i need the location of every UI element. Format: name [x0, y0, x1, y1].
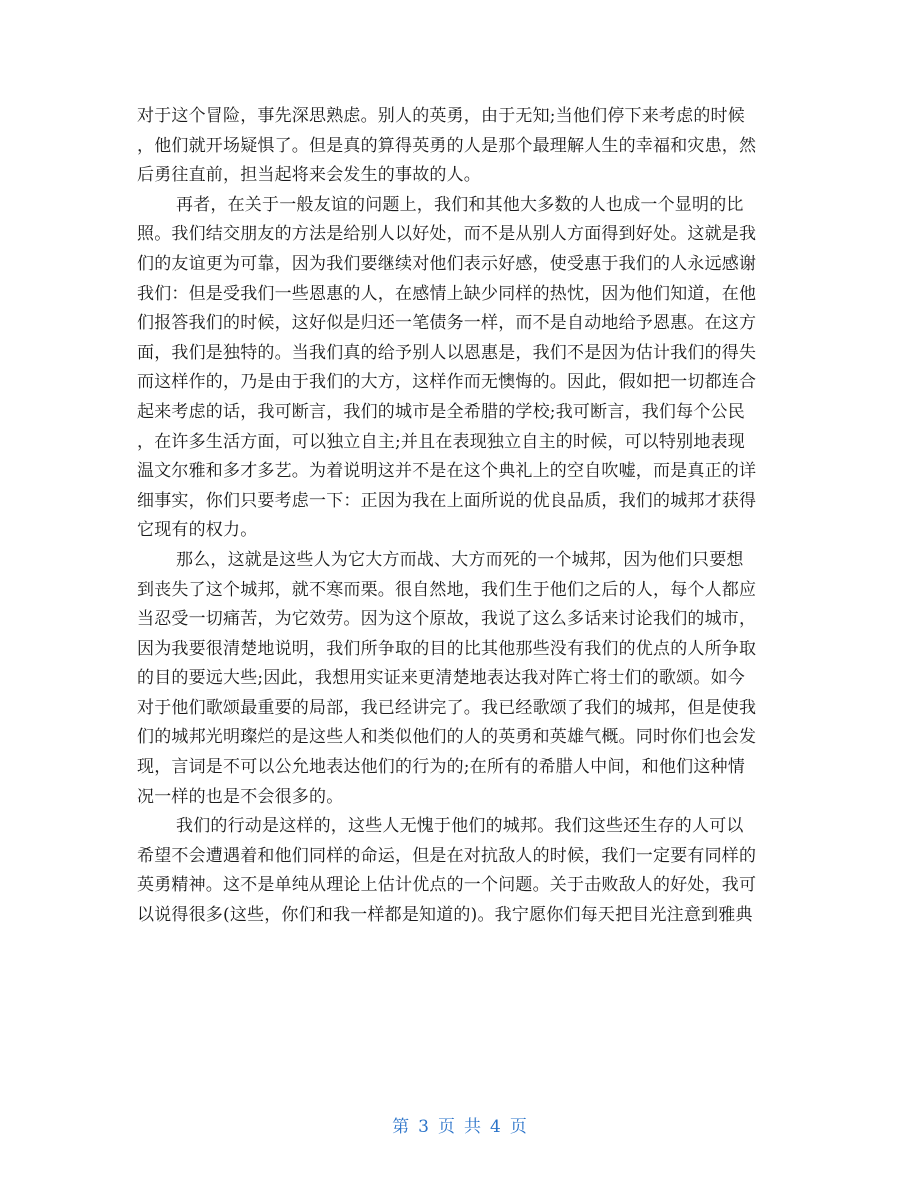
text-line: 而这样作的，乃是由于我们的大方，这样作而无懊悔的。因此，假如把一切都连合 — [137, 372, 757, 393]
text-line: ，他们就开场疑惧了。但是真的算得英勇的人是那个最理解人生的幸福和灾患，然 — [137, 135, 757, 156]
text-line: 对于这个冒险，事先深思熟虑。别人的英勇，由于无知;当他们停下来考虑的时候 — [137, 106, 745, 126]
text-line: 起来考虑的话，我可断言，我们的城市是全希腊的学校;我可断言，我们每个公民 — [137, 401, 745, 422]
text-line: 对于他们歌颂最重要的局部，我已经讲完了。我已经歌颂了我们的城邦，但是使我 — [137, 697, 757, 718]
text-line: 温文尔雅和多才多艺。为着说明这并不是在这个典礼上的空自吹嘘，而是真正的详 — [137, 461, 757, 482]
text-line: 面，我们是独特的。当我们真的给予别人以恩惠是，我们不是因为估计我们的得失 — [137, 342, 757, 363]
text-line: 希望不会遭遇着和他们同样的命运，但是在对抗敌人的时候，我们一定要有同样的 — [137, 845, 757, 866]
page-number-total: 4 — [490, 1117, 502, 1137]
text-line: 我们：但是受我们一些恩惠的人，在感情上缺少同样的热忱，因为他们知道，在他 — [137, 283, 757, 304]
text-line: 英勇精神。这不是单纯从理论上估计优点的一个问题。关于击败敌人的好处，我可 — [137, 875, 757, 896]
text-line: 们报答我们的时候，这好似是归还一笔债务一样，而不是自动地给予恩惠。在这方 — [137, 313, 757, 334]
paragraph-2 — [137, 191, 787, 546]
text-line: 因为我要很清楚地说明，我们所争取的目的比其他那些没有我们的优点的人所争取 — [137, 638, 757, 659]
page-number-footer — [0, 1112, 920, 1137]
text-line: 再者，在关于一般友谊的问题上，我们和其他大多数的人也成一个显明的比 — [176, 194, 744, 215]
text-line: 后勇往直前，担当起将来会发生的事故的人。 — [137, 165, 481, 186]
page-number-page-word: 页 — [438, 1117, 456, 1137]
text-line: 们的友谊更为可靠，因为我们要继续对他们表示好感，使受惠于我们的人永远感谢 — [137, 253, 757, 274]
text-line: 我们的行动是这样的，这些人无愧于他们的城邦。我们这些还生存的人可以 — [176, 816, 744, 837]
paragraph-4 — [137, 812, 787, 930]
page-number-suffix: 页 — [509, 1117, 528, 1137]
text-line: 到丧失了这个城邦，就不寒而栗。很自然地，我们生于他们之后的人，每个人都应 — [137, 579, 757, 600]
text-line: 现，言词是不可以公允地表达他们的行为的;在所有的希腊人中间，和他们这种情 — [137, 757, 745, 778]
text-line: 它现有的权力。 — [137, 520, 258, 541]
text-line: 以说得很多(这些，你们和我一样都是知道的)。我宁愿你们每天把目光注意到雅典 — [137, 905, 753, 926]
paragraph-1 — [137, 102, 787, 191]
text-line: 的目的要远大些;因此，我想用实证来更清楚地表达我对阵亡将士们的歌颂。如今 — [137, 668, 745, 689]
text-line: 当忍受一切痛苦，为它效劳。因为这个原故，我说了这么多话来讨论我们的城市， — [137, 609, 757, 630]
text-line: 细事实，你们只要考虑一下：正因为我在上面所说的优良品质，我们的城邦才获得 — [137, 490, 757, 511]
text-line: 那么，这就是这些人为它大方而战、大方而死的一个城邦，因为他们只要想 — [176, 549, 744, 570]
text-line: 况一样的也是不会很多的。 — [137, 786, 344, 807]
page-number-total-word: 共 — [464, 1117, 482, 1137]
page-number-prefix: 第 — [392, 1117, 411, 1137]
text-line: ，在许多生活方面，可以独立自主;并且在表现独立自主的时候，可以特别地表现 — [137, 431, 745, 452]
page-number-current: 3 — [418, 1117, 430, 1137]
text-line: 们的城邦光明璨烂的是这些人和类似他们的人的英勇和英雄气概。同时你们也会发 — [137, 727, 757, 748]
text-line: 照。我们结交朋友的方法是给别人以好处，而不是从别人方面得到好处。这就是我 — [137, 224, 757, 245]
document-body — [137, 102, 787, 931]
paragraph-3 — [137, 546, 787, 812]
